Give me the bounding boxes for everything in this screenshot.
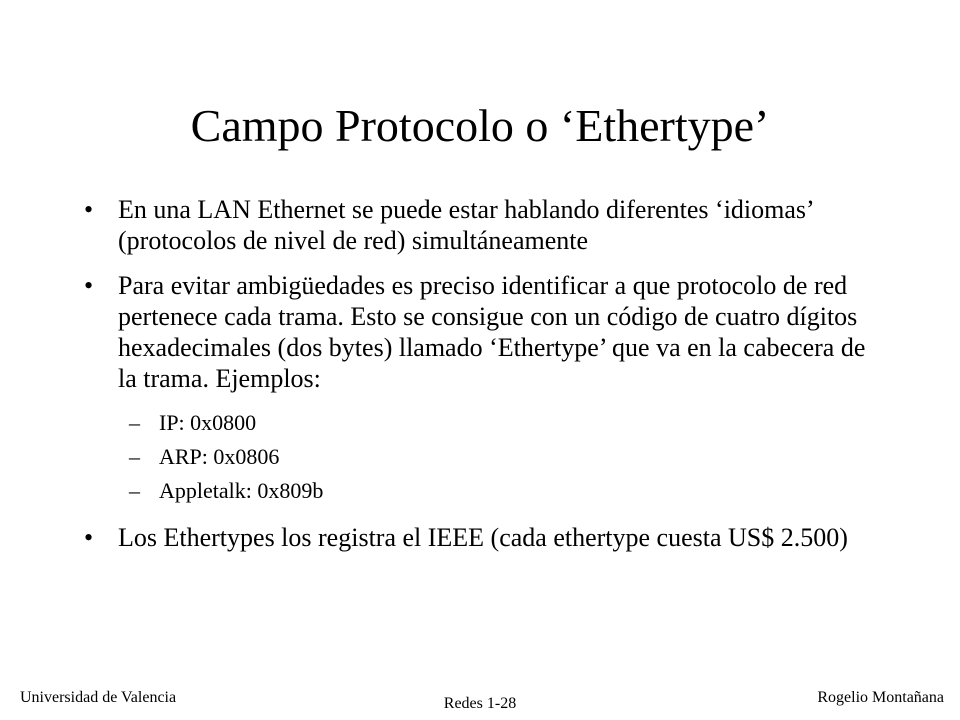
slide-title: Campo Protocolo o ‘Ethertype’ xyxy=(190,100,770,151)
bullet-item xyxy=(84,522,884,553)
footer-slide-number: Redes 1-28 xyxy=(443,695,517,712)
bullet-text: Los Ethertypes los registra el IEEE (cada ethertype cuesta US$ 2.500) xyxy=(118,523,848,552)
example-item xyxy=(129,444,884,470)
example-text: Appletalk: 0x809b xyxy=(159,478,324,503)
example-text: IP: 0x0800 xyxy=(159,410,257,435)
bullet-text: Para evitar ambigüedades es preciso identificar a que protocolo de red pertenece cada trama. Esto se consigue con un código de cuatro dígitos hexadecimales (dos bytes) llamado ‘Ethertype’ que va en la cabecera de la trama. Ejemplos: xyxy=(118,271,866,393)
example-item xyxy=(129,478,884,504)
slide-body xyxy=(84,194,884,567)
sub-marker: – xyxy=(129,478,140,503)
bullet-marker: • xyxy=(84,523,94,552)
bullet-item xyxy=(84,194,884,256)
sub-marker: – xyxy=(129,444,140,469)
bullet-marker: • xyxy=(84,195,94,224)
sub-marker: – xyxy=(129,410,140,435)
example-item xyxy=(129,410,884,436)
footer-author: Rogelio Montañana xyxy=(817,689,944,706)
example-text: ARP: 0x0806 xyxy=(159,444,280,469)
bullet-marker: • xyxy=(84,271,94,300)
bullet-item xyxy=(84,270,884,394)
bullet-text: En una LAN Ethernet se puede estar hablando diferentes ‘idiomas’ (protocolos de nivel de red) simultáneamente xyxy=(118,195,813,255)
examples-list xyxy=(84,410,884,504)
footer-institution: Universidad de Valencia xyxy=(20,689,177,706)
